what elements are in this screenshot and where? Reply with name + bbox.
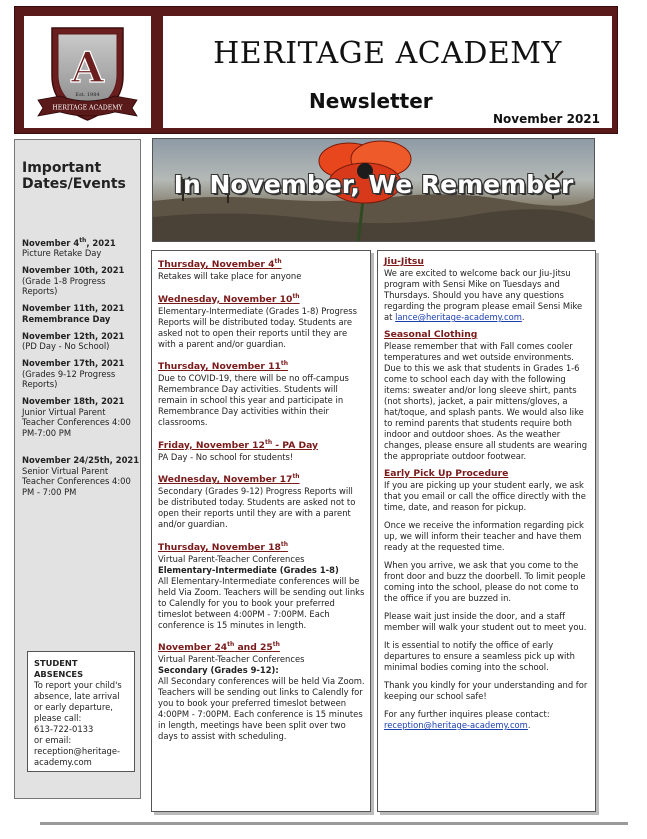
event-item xyxy=(22,396,140,438)
crest-letter: A xyxy=(71,43,104,92)
jiu-jitsu-heading: Jiu-Jitsu xyxy=(384,256,424,267)
event-desc: Senior Virtual Parent Teacher Conferences 4:00 PM - 7:00 PM xyxy=(22,465,131,497)
event-desc: (Grades 9-12 Progress Reports) xyxy=(22,368,116,390)
event-date: November 10th, 2021 xyxy=(22,265,125,276)
banner-title: In November, We Remember xyxy=(173,170,574,199)
calendar-entry xyxy=(158,639,365,742)
issue-date: November 2021 xyxy=(493,112,600,126)
entry-heading: November 24th and 25th xyxy=(158,641,280,654)
absences-title: STUDENT ABSENCES xyxy=(34,658,84,679)
pickup-paragraph: If you are picking up your student early, we ask that you email or call the office directly with the time, date, and reason for pickup. xyxy=(384,480,586,512)
event-date: November 11th, 2021 xyxy=(22,303,125,314)
entry-audience: Secondary (Grades 9-12): xyxy=(158,665,279,676)
calendar-entry xyxy=(158,358,365,428)
absences-or: or email: xyxy=(34,735,72,745)
event-item xyxy=(22,455,140,497)
event-date: November 24/25th, 2021 xyxy=(22,455,140,466)
event-desc: (PD Day - No School) xyxy=(22,341,110,352)
sidebar-title: Important Dates/Events xyxy=(22,160,126,192)
seasonal-clothing-heading: Seasonal Clothing xyxy=(384,329,478,340)
early-pickup-heading: Early Pick Up Procedure xyxy=(384,468,509,479)
school-crest-logo xyxy=(24,16,151,128)
absences-body: To report your child's absence, late arrival or early departure, please call: xyxy=(34,680,122,723)
event-desc: (Grade 1-8 Progress Reports) xyxy=(22,275,106,297)
seasonal-clothing-section xyxy=(384,329,590,462)
event-desc: Picture Retake Day xyxy=(22,248,102,259)
entry-subheading: Virtual Parent-Teacher Conferences xyxy=(158,654,305,665)
calendar-entry xyxy=(158,437,365,463)
event-date: November 4th, 2021 xyxy=(22,237,116,248)
crest-ribbon-text: HERITAGE ACADEMY xyxy=(52,104,123,112)
entry-body: Due to COVID-19, there will be no off-campus Remembrance Day activities. Students will remain in school this year and participate in Remembrance Day activities within their classrooms. xyxy=(158,373,349,428)
title-panel xyxy=(163,16,612,128)
crest-est: Est. 1984 xyxy=(75,92,100,98)
pickup-paragraph: Please wait just inside the door, and a staff member will walk your student out to meet you. xyxy=(384,611,587,632)
event-desc: Junior Virtual Parent Teacher Conferences 4:00 PM-7:00 PM xyxy=(22,406,131,438)
calendar-entry xyxy=(158,539,365,631)
entry-body: PA Day - No school for students! xyxy=(158,451,294,462)
event-item xyxy=(22,265,140,297)
entry-heading: Friday, November 12th - PA Day xyxy=(158,438,319,451)
event-item xyxy=(22,331,140,352)
event-desc: Remembrance Day xyxy=(22,313,111,324)
entry-heading: Wednesday, November 17th xyxy=(158,473,300,486)
event-item xyxy=(22,303,140,324)
calendar-entry xyxy=(158,471,365,530)
jiu-jitsu-section xyxy=(384,256,590,323)
remembrance-banner xyxy=(152,138,595,242)
pickup-paragraph: Thank you kindly for your understanding and for keeping our school safe! xyxy=(384,680,588,701)
pickup-paragraph: It is essential to notify the office of early departures to ensure a seamless pick up with minimal bodies coming into the school. xyxy=(384,640,575,672)
jiu-jitsu-body: We are excited to welcome back our Jiu-Jitsu program with Sensi Mike on Tuesdays and Thursdays. Should you have any questions regarding the program please email Sensi Mike at lance@heritage-academy.com. xyxy=(384,268,583,322)
page-bottom-rule xyxy=(40,822,628,825)
entry-body: Secondary (Grades 9-12) Progress Reports will be distributed today. Students are asked not to open their reports until they are with a parent and/or guardian. xyxy=(158,486,356,530)
reception-email-link[interactable]: reception@heritage-academy.com xyxy=(384,720,528,730)
entry-heading: Wednesday, November 10th xyxy=(158,292,300,305)
entry-heading: Thursday, November 11th xyxy=(158,360,289,373)
jiu-jitsu-email-link[interactable]: lance@heritage-academy.com xyxy=(395,312,522,322)
absences-email: reception@heritage-academy.com xyxy=(34,746,121,767)
entry-heading: Thursday, November 4th xyxy=(158,258,282,271)
event-item xyxy=(22,358,140,390)
calendar-entry xyxy=(158,256,365,282)
entry-subheading: Virtual Parent-Teacher Conferences xyxy=(158,553,305,564)
event-date: November 17th, 2021 xyxy=(22,358,125,369)
entry-body: Elementary-Intermediate (Grades 1-8) Progress Reports will be distributed today. Students are asked not to open their reports until they are with a parent and/or guardian. xyxy=(158,305,357,349)
inquiry-line: For any further inquires please contact: reception@heritage-academy.com. xyxy=(384,709,550,730)
entry-body: Retakes will take place for anyone xyxy=(158,271,302,282)
pickup-paragraph: When you arrive, we ask that you come to the front door and buzz the doorbell. To limit people coming into the school, please do not come to the office if you are buzzed in. xyxy=(384,560,586,603)
masthead xyxy=(14,6,618,134)
logo-panel xyxy=(24,16,151,128)
entry-heading: Thursday, November 18th xyxy=(158,540,289,553)
absences-phone: 613-722-0133 xyxy=(34,724,94,734)
event-date: November 12th, 2021 xyxy=(22,330,125,341)
newsletter-title: Newsletter xyxy=(309,89,433,113)
event-list xyxy=(22,236,140,504)
early-pickup-section xyxy=(384,468,590,731)
seasonal-clothing-body: Please remember that with Fall comes cooler temperatures and wet outside environments. Due to this we ask that students in Grades 1-6 come to school each day with the following items: sweater and/or long sleeve shirt, pants (not shorts), jacket, a pair mittens/gloves, a hat/toque, and splash pants. We would also like to remind parents that students require both indoor and outdoor shoes. As the weather changes, please ensure all students are wearing the appropriate outdoor footwear. xyxy=(384,341,588,461)
entry-body: All Secondary conferences will be held Via Zoom. Teachers will be sending out links to Calendly for you to book your preferred timeslot between 4:00PM - 7:00PM. Each conference is 15 minutes in length, meetings have been split over two days to assist with scheduling. xyxy=(158,676,365,742)
school-name: HERITAGE ACADEMY xyxy=(213,36,562,71)
event-item xyxy=(22,236,140,259)
calendar-entry xyxy=(158,291,365,350)
calendar-column xyxy=(151,250,371,812)
entry-body: All Elementary-Intermediate conferences will be held Via Zoom. Teachers will be sending out links to Calendly for you to book your preferred timeslot between 4:00PM - 7:00PM. Each conference is 15 minutes in length. xyxy=(158,575,365,630)
announcements-column xyxy=(377,250,596,812)
student-absences-box xyxy=(27,651,135,772)
entry-audience: Elementary-Intermediate (Grades 1-8) xyxy=(158,564,339,575)
event-date: November 18th, 2021 xyxy=(22,396,125,407)
pickup-paragraph: Once we receive the information regarding pick up, we will inform their teacher and have them ready at the requested time. xyxy=(384,520,584,552)
